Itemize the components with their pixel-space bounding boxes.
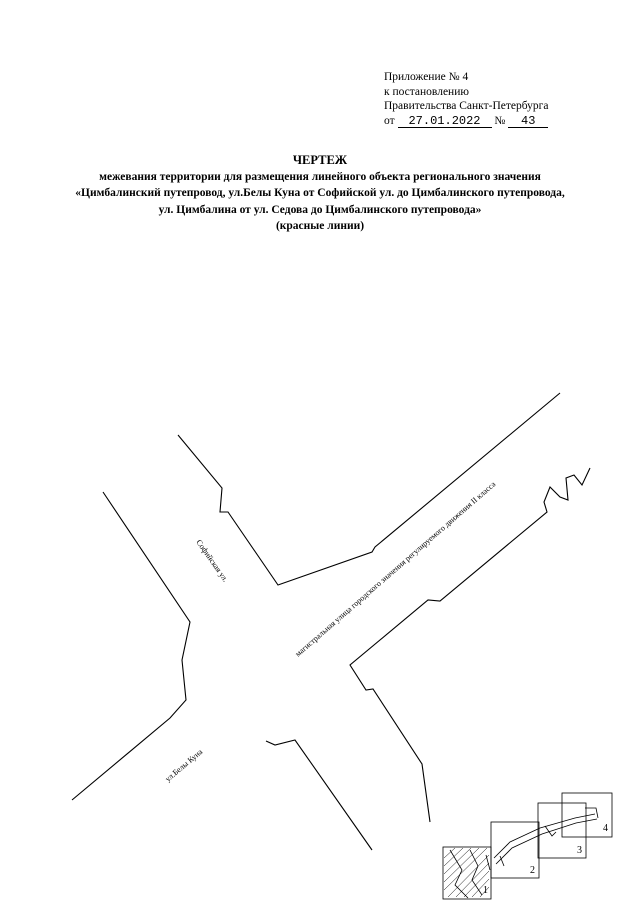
sheet-1-street-a xyxy=(450,850,468,898)
title-line-3: ул. Цимбалина от ул. Седова до Цимбалинского путепровода» xyxy=(158,203,482,216)
key-map-detail-3 xyxy=(585,808,598,818)
appendix-line-3: Правительства Санкт-Петербурга xyxy=(384,100,549,112)
sheet-1-street-c xyxy=(486,855,490,870)
appendix-line-1: Приложение № 4 xyxy=(384,71,469,83)
sheet-number-2: 2 xyxy=(530,865,535,876)
date-value: 27.01.2022 xyxy=(398,115,492,128)
appendix-line-2: к постановлению xyxy=(384,85,469,98)
red-line-north-block xyxy=(178,393,560,585)
number-prefix: № xyxy=(494,114,506,127)
label-bely-kuna: ул.Белы Куна xyxy=(163,747,205,784)
date-prefix: от xyxy=(384,114,395,127)
title-line-4: (красные линии) xyxy=(275,220,365,232)
label-sofiyskaya: Софийская ул. xyxy=(194,537,231,584)
sheet-number-1: 1 xyxy=(483,885,488,896)
sheet-number-3: 3 xyxy=(577,845,582,856)
sheet-number-4: 4 xyxy=(603,823,608,834)
title-line-2: «Цимбалинский путепровод, ул.Белы Куна от Софийской ул. до Цимбалинского путепровода, xyxy=(75,187,565,199)
number-value: 43 xyxy=(508,115,548,128)
red-line-west-upper xyxy=(72,492,190,800)
sheet-key-map xyxy=(443,793,612,899)
red-line-east-notched xyxy=(350,468,590,822)
title-line-1: межевания территории для размещения линейного объекта регионального значения xyxy=(99,170,541,183)
document-title: ЧЕРТЕЖ xyxy=(292,153,348,167)
label-magistral: магистральная улица городского значения регулируемого движения II класса xyxy=(293,479,498,659)
red-line-south-block xyxy=(266,740,372,850)
